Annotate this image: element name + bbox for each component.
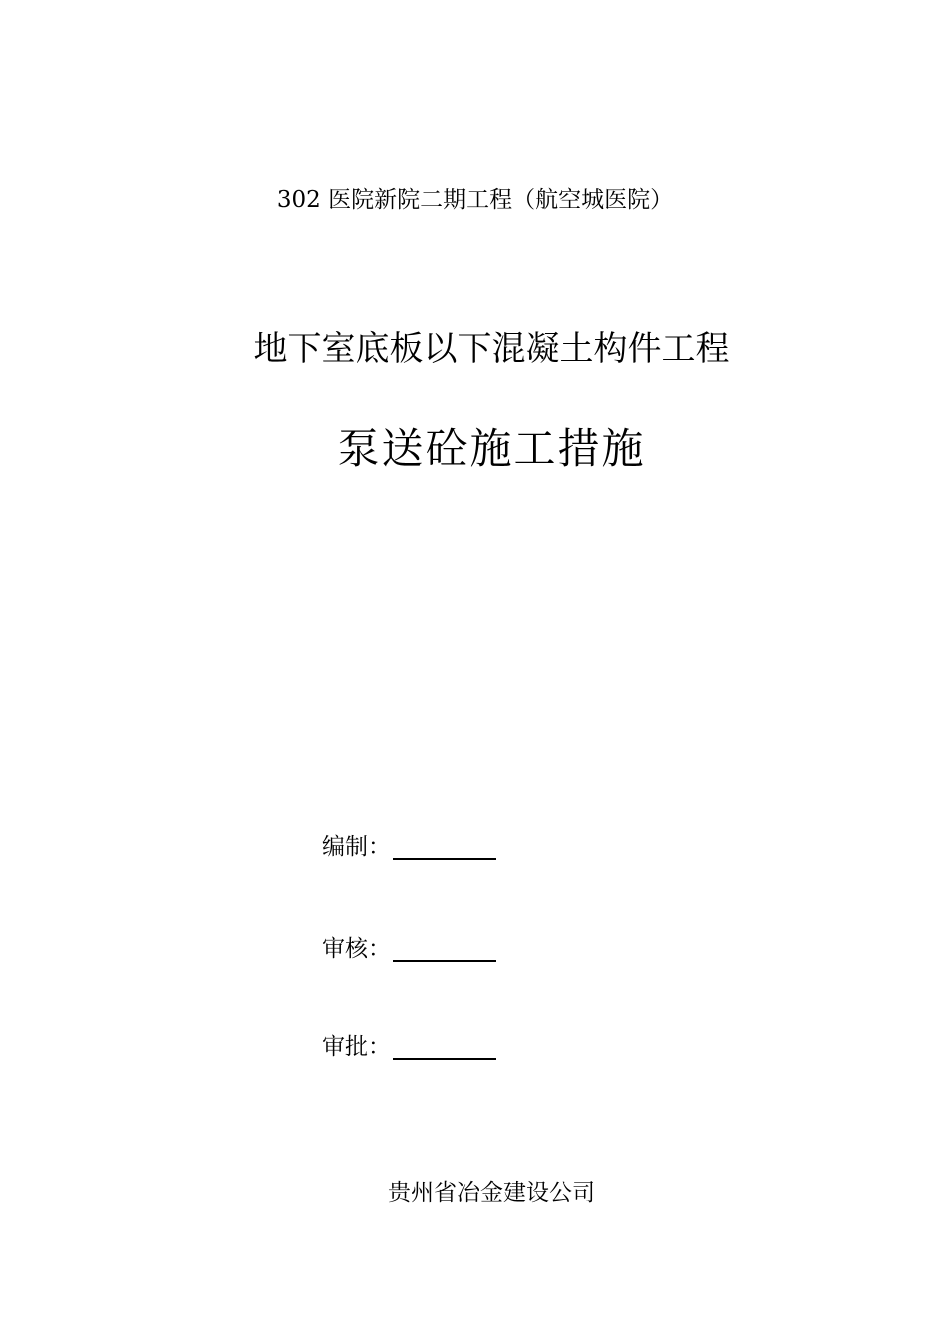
- compiled-by-row: [322, 828, 496, 862]
- compiled-by-signature-line: [393, 858, 496, 860]
- approved-by-row: [322, 1028, 496, 1062]
- document-subtitle: 泵送砼施工措施: [337, 424, 646, 473]
- compiled-by-label: 编制：: [322, 834, 391, 860]
- approved-by-label: 审批：: [322, 1034, 391, 1060]
- document-title: 地下室底板以下混凝土构件工程: [253, 329, 730, 369]
- project-name: 302 医院新院二期工程（航空城医院）: [276, 187, 674, 213]
- reviewed-by-row: [322, 930, 496, 964]
- reviewed-by-label: 审核：: [322, 936, 391, 962]
- company-name: 贵州省冶金建设公司: [388, 1180, 595, 1206]
- reviewed-by-signature-line: [393, 960, 496, 962]
- approved-by-signature-line: [393, 1058, 496, 1060]
